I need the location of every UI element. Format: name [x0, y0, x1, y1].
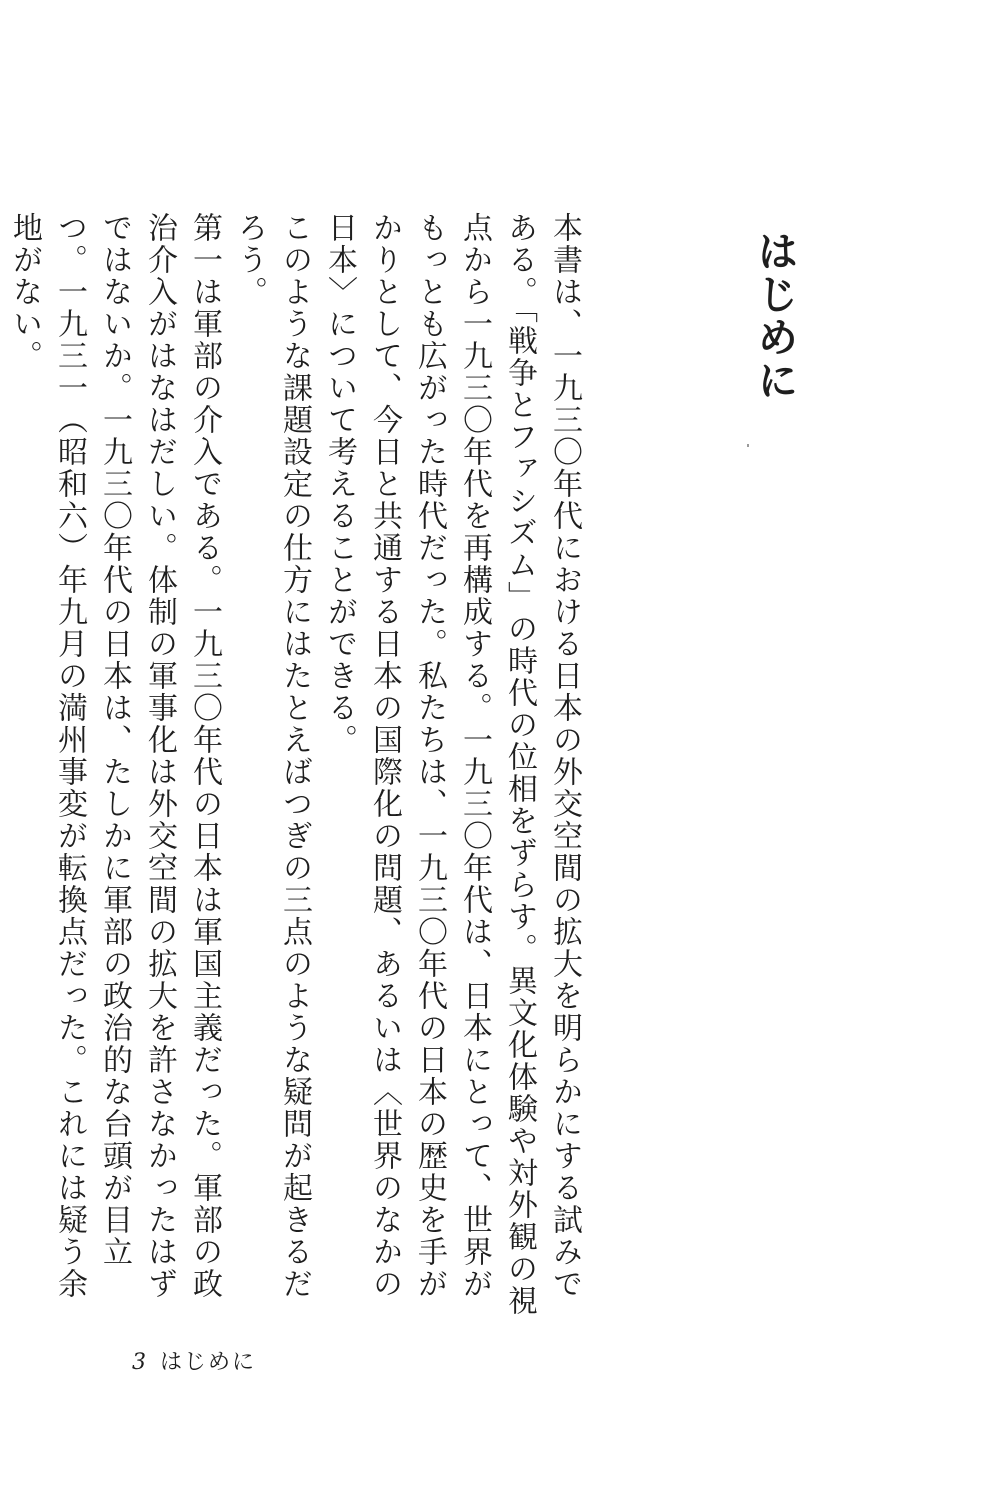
running-head: はじめに	[160, 1350, 257, 1375]
page-number: 3	[132, 1350, 146, 1375]
page-footer	[132, 1352, 256, 1374]
paper-speck	[747, 444, 749, 447]
body-text	[0, 212, 587, 1322]
paragraph-intro: 本書は、一九三〇年代における日本の外交空間の拡大を明らかにする試みである。「戦争とファシズム」の時代の位相をずらす。異文化体験や対外観の視点から一九三〇年代を再構成する。一九三〇年代は、日本にとって、世界がもっとも広がった時代だった。私たちは、一九三〇年代の日本の歴史を手がかりとして、今日と共通する日本の国際化の問題、あるいは〈世界のなかの日本〉について考えることができる。	[322, 212, 582, 1317]
paragraph-military	[0, 212, 2, 1322]
paragraph-questions: このような課題設定の仕方にはたとえばつぎの三点のような疑問が起きるだろう。	[232, 212, 312, 1300]
paragraph-first-point: 第一は軍部の介入である。一九三〇年代の日本は軍国主義だった。軍部の政治介入がはなはだしい。体制の軍事化は外交空間の拡大を許さなかったはずではないか。一九三〇年代の日本は、たしかに軍部の政治的な台頭が目立つ。一九三一（昭和六）年九月の満州事変が転換点だった。これには疑う余地がない。	[7, 212, 222, 1300]
chapter-title: はじめに	[750, 230, 799, 402]
